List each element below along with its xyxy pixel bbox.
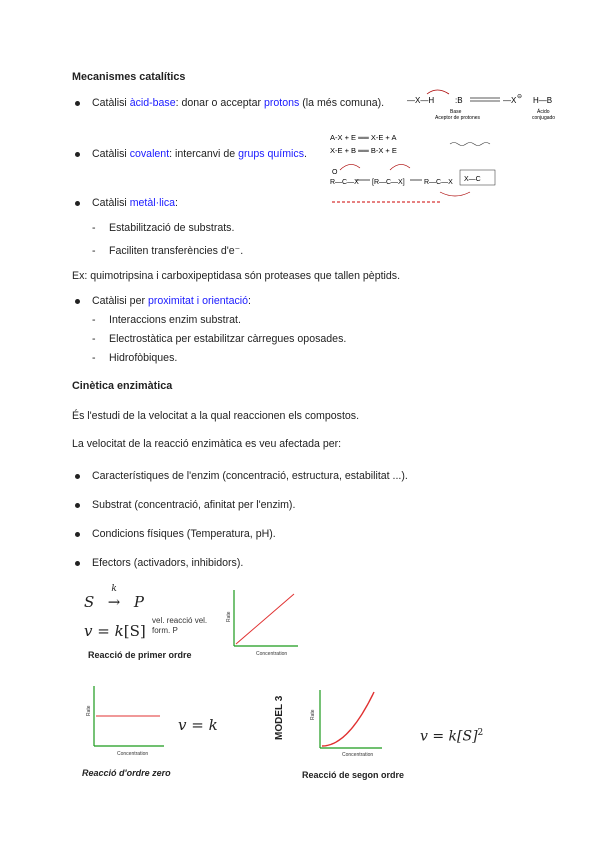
svg-text:O: O <box>332 169 338 176</box>
exponent: 2 <box>477 728 484 738</box>
bullet <box>75 532 80 537</box>
svg-text:R—C—X: R—C—X <box>424 179 453 186</box>
svg-text:X—C: X—C <box>464 176 481 183</box>
bullet <box>75 299 80 304</box>
text: v = k[S] <box>420 728 478 745</box>
text: = <box>97 622 110 640</box>
text: . <box>304 148 307 160</box>
y-axis-label: Rate <box>310 709 316 720</box>
x-axis-label: Concentration <box>256 651 288 657</box>
bullet <box>75 474 80 479</box>
dash: - <box>92 222 96 234</box>
factor-item: Efectors (activadors, inhibidors). <box>92 557 244 569</box>
protons-link: protons <box>263 97 300 109</box>
rate-constant: k <box>111 584 117 594</box>
first-order-note <box>152 616 207 625</box>
section-title-kinetics: Cinètica enzimàtica <box>72 380 173 392</box>
text: : donar o acceptar <box>175 97 264 109</box>
svg-text::B: :B <box>455 96 463 105</box>
factor-item: Substrat (concentració, afinitat per l'enzim). <box>92 499 296 511</box>
y-axis-label: Rate <box>226 611 232 622</box>
intro-text: És l'estudi de la velocitat a la qual reaccionen els compostos. <box>72 410 360 422</box>
acid-base-figure <box>405 88 565 124</box>
factor-item: Condicions físiques (Temperatura, pH). <box>92 528 276 540</box>
text: Catàlisi <box>92 197 130 209</box>
data-line <box>322 692 374 746</box>
acid-base-link: àcid-base <box>129 97 176 109</box>
metal-item: Faciliten transferències d'e⁻. <box>109 245 244 257</box>
bullet <box>75 561 80 566</box>
base-sub-label: Aceptor de protones <box>435 115 481 121</box>
text: vel. reacció <box>152 616 193 625</box>
data-line <box>236 594 294 644</box>
proximity-item: Interaccions enzim substrat. <box>109 314 241 326</box>
proximity-line <box>92 295 251 307</box>
dash: - <box>92 245 96 257</box>
text: : intercanvi de <box>169 148 239 160</box>
text: : <box>175 197 178 209</box>
second-order-caption: Reacció de segon ordre <box>302 770 405 780</box>
base-label: Base <box>450 109 462 115</box>
dash: - <box>92 352 96 364</box>
text: P <box>133 593 144 611</box>
covalent-line <box>92 148 307 160</box>
factor-item: Característiques de l'enzim (concentració, estructura, estabilitat ...). <box>92 470 408 482</box>
model-label: MODEL 3 <box>274 695 285 740</box>
covalent-figure <box>330 130 510 210</box>
svg-text:[R—C—X]: [R—C—X] <box>372 179 405 186</box>
proximity-link: proximitat i orientació <box>147 295 249 307</box>
svg-text:R—C—X: R—C—X <box>330 179 359 186</box>
first-order-reaction: S k → P <box>84 584 144 611</box>
dash: - <box>92 333 96 345</box>
text: Catàlisi per <box>92 295 148 307</box>
acid-sub-label: conjugado <box>532 115 556 121</box>
second-order-graph <box>306 686 386 758</box>
acid-label: Ácido <box>537 109 550 115</box>
y-axis-label: Rate <box>86 705 92 716</box>
svg-text:—X: —X <box>503 96 517 105</box>
first-order-graph <box>222 586 302 658</box>
chemical-groups-link: grups químics <box>238 148 305 160</box>
bullet <box>75 152 80 157</box>
first-order-caption: Reacció de primer ordre <box>88 650 192 660</box>
text: Catàlisi <box>92 148 130 160</box>
zero-order-equation: v = k <box>178 716 218 734</box>
svg-text:—X—H: —X—H <box>407 96 435 105</box>
acid-base-line <box>92 97 384 109</box>
bullet <box>75 101 80 106</box>
svg-text:H—B: H—B <box>533 96 553 105</box>
zero-order-caption: Reacció d'ordre zero <box>82 768 171 778</box>
text: S <box>84 593 95 611</box>
example-text: Ex: quimotripsina i carboxipeptidasa són proteases que tallen pèptids. <box>72 270 401 282</box>
metal-line <box>92 197 178 209</box>
covalent-row-2: X-E + B ══ B-X + E <box>330 146 397 155</box>
metallic-link: metàl·lica <box>129 197 176 209</box>
second-order-equation <box>420 728 483 745</box>
intro-text: La velocitat de la reacció enzimàtica es veu afectada per: <box>72 438 342 450</box>
metal-item: Estabilització de substrats. <box>109 222 235 234</box>
text: [S] <box>123 622 146 640</box>
bullet <box>75 503 80 508</box>
x-axis-label: Concentration <box>342 752 374 758</box>
first-order-note2: form. P <box>152 626 178 635</box>
covalent-link: covalent <box>129 148 170 160</box>
zero-order-graph <box>82 682 167 758</box>
text: (la més comuna). <box>299 97 385 109</box>
first-order-equation <box>84 622 146 640</box>
dash: - <box>92 314 96 326</box>
x-axis-label: Concentration <box>117 751 149 757</box>
proximity-item: Electrostàtica per estabilitzar càrregues oposades. <box>109 333 347 345</box>
text: Catàlisi <box>92 97 130 109</box>
text: vel. <box>194 616 208 625</box>
text: k <box>114 622 124 640</box>
svg-text:⊖: ⊖ <box>517 94 523 100</box>
covalent-row-1: A-X + E ══ X-E + A <box>330 133 397 142</box>
section-title-mechanisms: Mecanismes catalítics <box>72 71 186 83</box>
proximity-item: Hidrofòbiques. <box>109 352 178 364</box>
text: v <box>84 622 93 640</box>
text: : <box>248 295 251 307</box>
bullet <box>75 201 80 206</box>
